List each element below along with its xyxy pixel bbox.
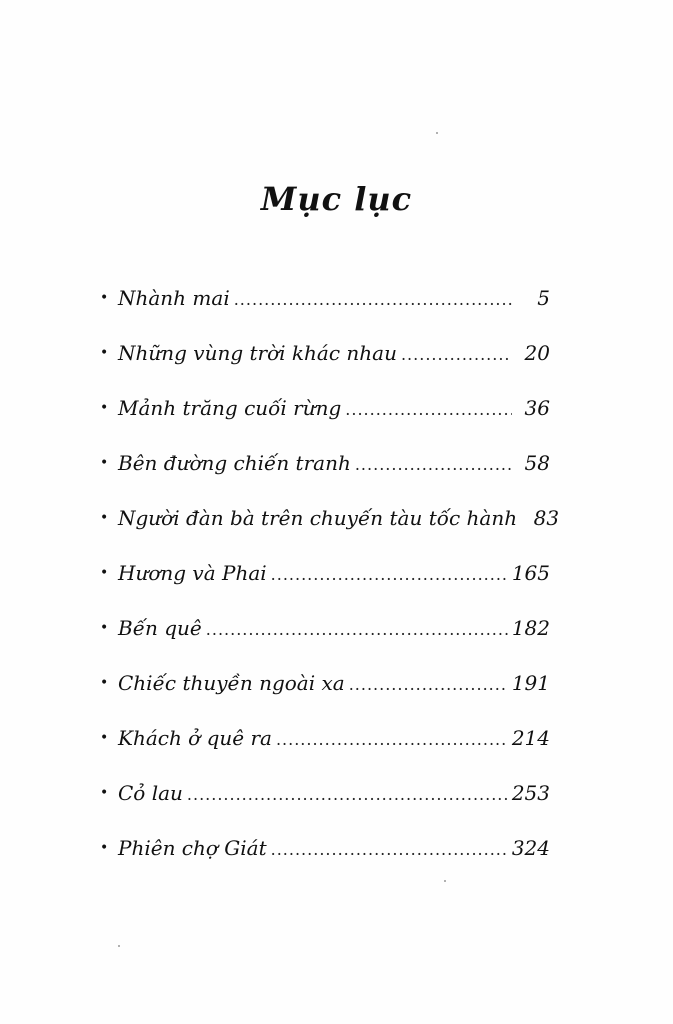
dot-leader [349,671,508,695]
dot-leader [187,781,508,805]
paper-speck [436,132,438,134]
dot-leader [206,616,508,640]
toc-entry [100,388,550,428]
entry-page-number: 191 [511,671,550,695]
entry-page-number: 20 [524,341,550,365]
entry-page-number: 36 [524,396,550,420]
entry-page-number: 253 [511,781,550,805]
toc-entry [100,718,550,758]
entry-title: Khách ở quê ra [118,726,272,750]
toc-entry [100,498,560,538]
dot-leader [276,726,508,750]
dot-leader [234,286,512,310]
toc-entry [100,773,550,813]
dot-leader [271,836,508,860]
entry-title: Nhành mai [118,286,230,310]
entry-page-number: 214 [511,726,550,750]
bullet-icon: • [100,840,109,856]
entry-page-number: 58 [524,451,550,475]
entry-page-number: 324 [511,836,550,860]
bullet-icon: • [100,345,109,361]
entry-title: Bến quê [118,616,202,640]
bullet-icon: • [100,510,109,526]
bullet-icon: • [100,565,109,581]
dot-leader [345,396,512,420]
entry-title: Cỏ lau [118,781,183,805]
bullet-icon: • [100,620,109,636]
entry-title: Bên đường chiến tranh [118,451,351,475]
bullet-icon: • [100,675,109,691]
entry-title: Mảnh trăng cuối rừng [118,396,342,420]
entry-page-number: 165 [511,561,550,585]
toc-entry [100,663,550,703]
toc-entry [100,608,550,648]
bullet-icon: • [100,400,109,416]
dot-leader [271,561,508,585]
paper-speck [444,880,446,882]
bullet-icon: • [100,730,109,746]
entry-title: Những vùng trời khác nhau [118,341,397,365]
toc-entry [100,553,550,593]
entry-title: Hương và Phai [118,561,267,585]
entry-page-number: 83 [533,506,560,530]
entry-page-number: 182 [511,616,550,640]
entry-title: Chiếc thuyền ngoài xa [118,671,345,695]
entry-page-number: 5 [537,286,550,310]
entry-title: Người đàn bà trên chuyến tàu tốc hành [118,506,518,530]
entry-title: Phiên chợ Giát [118,836,267,860]
toc-entry [100,443,550,483]
page-title: Mục lục [260,180,413,218]
toc-entry [100,828,550,868]
toc-entry [100,333,550,373]
toc-entry [100,278,550,318]
bullet-icon: • [100,290,109,306]
bullet-icon: • [100,455,109,471]
paper-speck [118,945,120,947]
dot-leader [355,451,512,475]
bullet-icon: • [100,785,109,801]
dot-leader [401,341,512,365]
